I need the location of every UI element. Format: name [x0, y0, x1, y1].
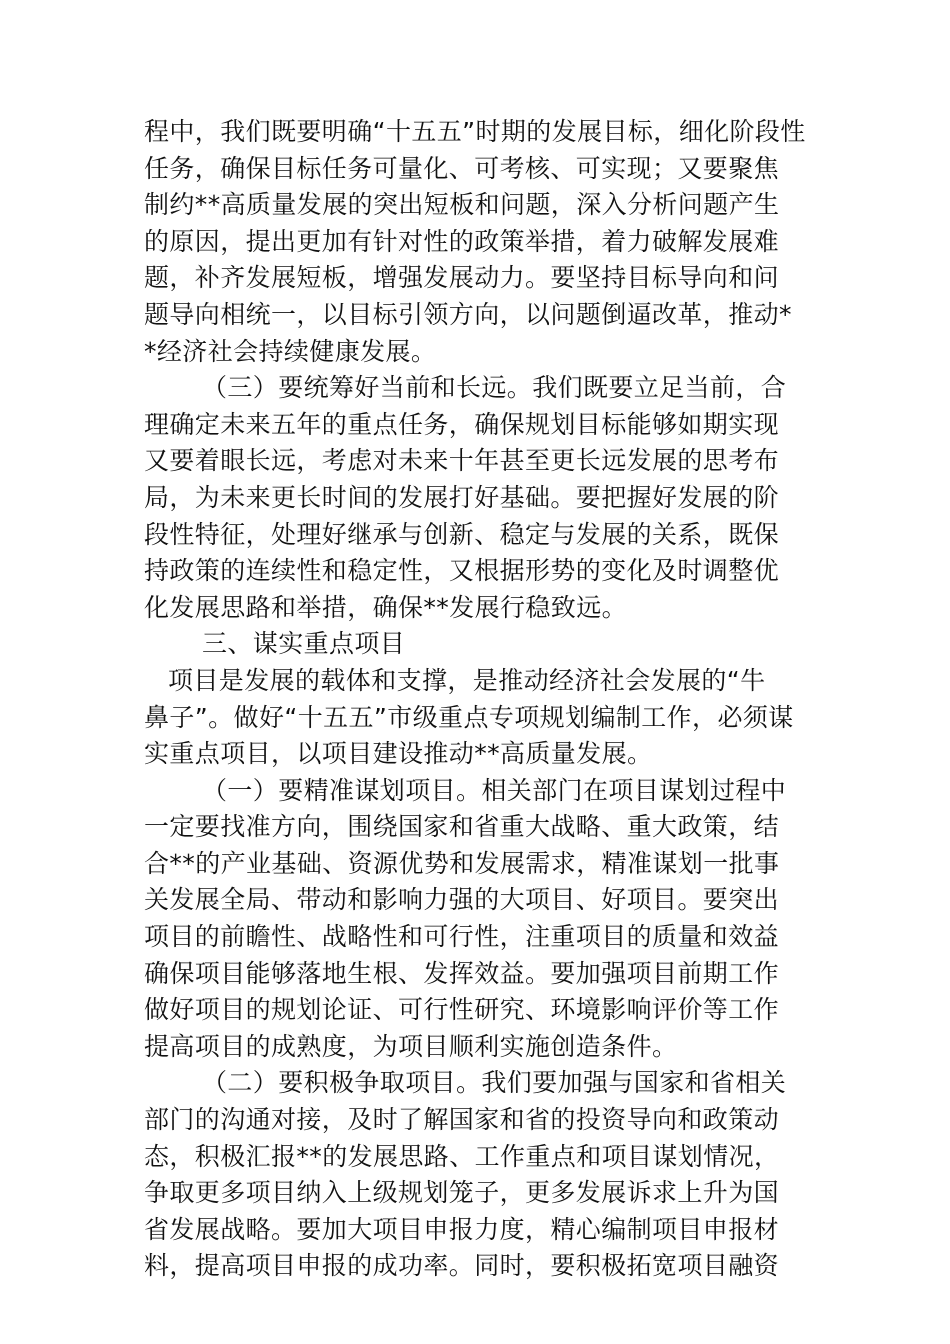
text-line: 省发展战略。要加大项目申报力度，精心编制项目申报材 [144, 1214, 780, 1244]
text-line: 确保项目能够落地生根、发挥效益。要加强项目前期工作 [144, 958, 780, 988]
text-line: 料，提高项目申报的成功率。同时，要积极拓宽项目融资 [144, 1251, 780, 1281]
text-line: 部门的沟通对接，及时了解国家和省的投资导向和政策动 [144, 1105, 780, 1135]
text-line: 提高项目的成熟度，为项目顺利实施创造条件。 [144, 1031, 678, 1061]
text-line: *经济社会持续健康发展。 [144, 336, 437, 366]
text-line: （二）要积极争取项目。我们要加强与国家和省相关 [202, 1068, 787, 1098]
text-line: 合**的产业基础、资源优势和发展需求，精准谋划一批事 [144, 848, 780, 878]
text-line: （三）要统筹好当前和长远。我们既要立足当前，合 [202, 373, 787, 403]
text-line: 的原因，提出更加有针对性的政策举措，着力破解发展难 [144, 226, 780, 256]
text-line: （一）要精准谋划项目。相关部门在项目谋划过程中 [202, 775, 787, 805]
text-line: 实重点项目，以项目建设推动**高质量发展。 [144, 739, 653, 769]
text-line: 又要着眼长远，考虑对未来十年甚至更长远发展的思考布 [144, 446, 780, 476]
text-line: 关发展全局、带动和影响力强的大项目、好项目。要突出 [144, 885, 780, 915]
text-line: 制约**高质量发展的突出短板和问题，深入分析问题产生 [144, 190, 780, 220]
text-line: 项目是发展的载体和支撑，是推动经济社会发展的“牛 [168, 665, 766, 695]
text-line: 三、谋实重点项目 [202, 629, 406, 659]
text-line: 争取更多项目纳入上级规划笼子，更多发展诉求上升为国 [144, 1178, 780, 1208]
text-line: 项目的前瞻性、战略性和可行性，注重项目的质量和效益 [144, 922, 780, 952]
text-line: 任务，确保目标任务可量化、可考核、可实现；又要聚焦 [144, 153, 780, 183]
text-line: 局，为未来更长时间的发展打好基础。要把握好发展的阶 [144, 482, 780, 512]
document-body [144, 114, 808, 1285]
text-line: 理确定未来五年的重点任务，确保规划目标能够如期实现 [144, 409, 780, 439]
text-line: 段性特征，处理好继承与创新、稳定与发展的关系，既保 [144, 519, 780, 549]
text-line: 程中，我们既要明确“十五五”时期的发展目标，细化阶段性 [144, 117, 806, 146]
text-line: 态，积极汇报**的发展思路、工作重点和项目谋划情况， [144, 1141, 780, 1171]
text-line: 一定要找准方向，围绕国家和省重大战略、重大政策，结 [144, 812, 780, 842]
text-line: 鼻子”。做好“十五五”市级重点专项规划编制工作，必须谋 [144, 702, 794, 732]
text-line: 做好项目的规划论证、可行性研究、环境影响评价等工作 [144, 995, 780, 1025]
text-line: 题，补齐发展短板，增强发展动力。要坚持目标导向和问 [144, 263, 780, 293]
text-line: 持政策的连续性和稳定性，又根据形势的变化及时调整优 [144, 556, 780, 586]
text-line: 化发展思路和举措，确保**发展行稳致远。 [144, 592, 628, 622]
text-line: 题导向相统一，以目标引领方向，以问题倒逼改革，推动* [144, 299, 792, 329]
